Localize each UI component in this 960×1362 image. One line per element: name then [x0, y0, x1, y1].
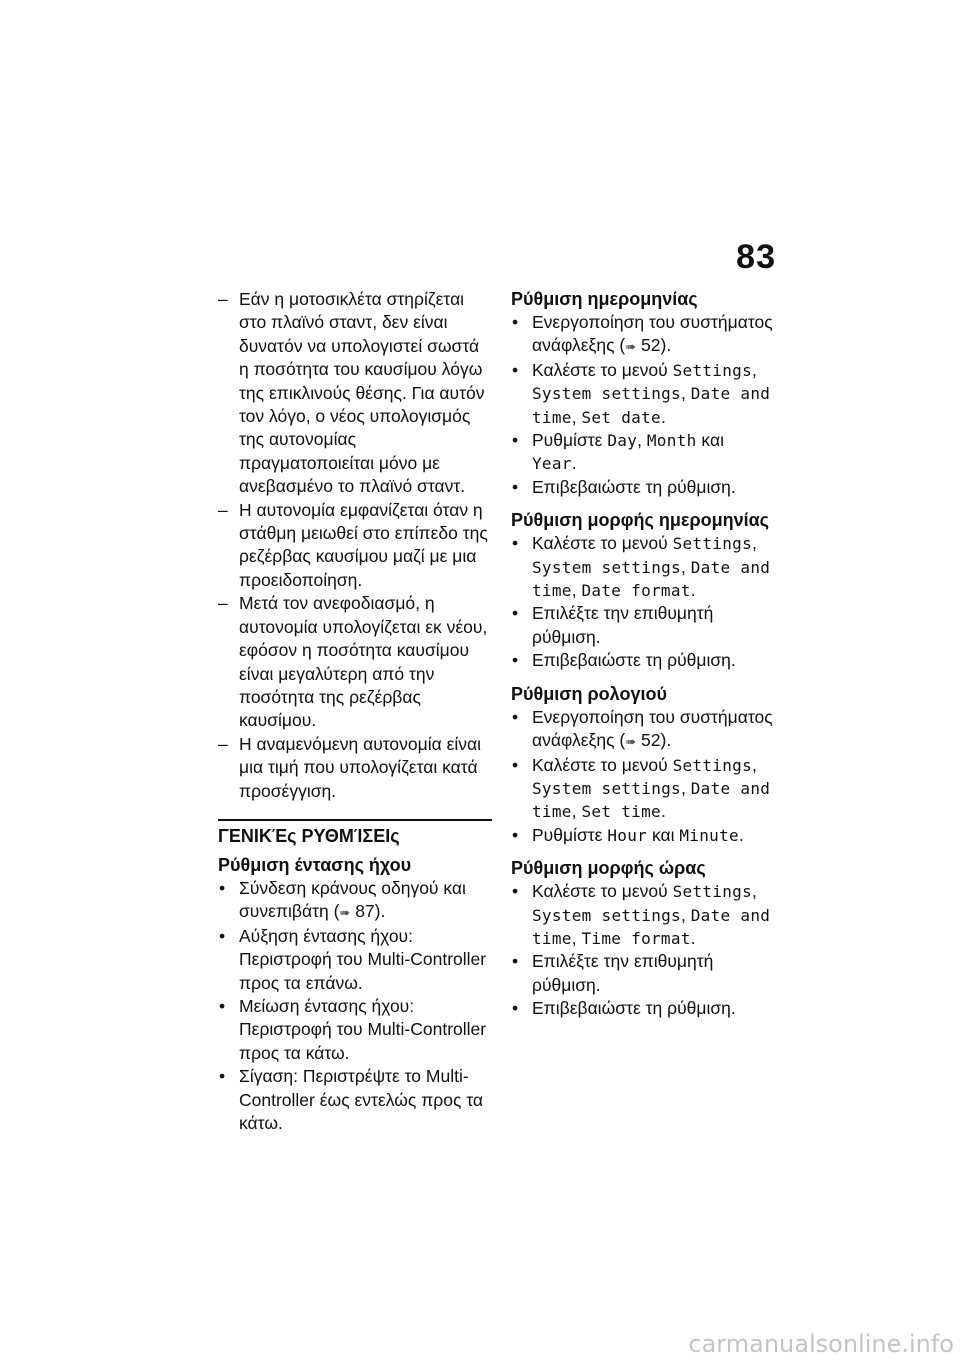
list-item: • Επιλέξτε την επιθυμητή ρύθμιση. — [512, 951, 714, 995]
list-item: • Καλέστε το μενού Settings, System settings, Date and time, Set time. — [512, 754, 771, 822]
menu-path-system: System settings — [532, 905, 681, 925]
list-item: • Ενεργοποίηση του συστήματος ανάφλεξης (➠ 52). — [512, 706, 773, 751]
menu-path-system: System settings — [532, 384, 681, 404]
dash-marker-icon: – — [218, 289, 228, 309]
setting-day: Day — [607, 431, 638, 451]
reference-arrow-icon: ➠ — [625, 339, 637, 355]
list-item: • Σύνδεση κράνους οδηγού και συνεπιβάτη (➠ 87). — [219, 877, 466, 922]
bullet-marker-icon: • — [512, 533, 519, 554]
bullet-marker-icon: • — [219, 1066, 226, 1087]
dash-item: – Η αναμενόμενη αυτονομία είναι μια τιμή που υπολογίζεται κατά προσέγγιση. — [218, 733, 482, 801]
bullet-marker-icon: • — [512, 359, 519, 380]
setting-month: Month — [646, 431, 697, 451]
clock-heading: Ρύθμιση ρολογιού — [511, 683, 667, 704]
list-item: • Καλέστε το μενού Settings, System settings, Date and time, Set date. — [512, 359, 771, 427]
list-item: • Σίγαση: Περιστρέψτε το Multi-Controller έως εντελώς προς τα κάτω. — [219, 1066, 484, 1133]
bullet-marker-icon: • — [219, 877, 226, 898]
menu-path-settings: Settings — [672, 360, 753, 380]
dash-item: – Η αυτονομία εμφανίζεται όταν η στάθμη μειωθεί στο επίπεδο της ρεζέρβας καυσίμου μαζί με μια προειδοποίηση. — [218, 499, 488, 590]
setting-year: Year — [532, 454, 572, 474]
list-item: • Επιβεβαιώστε τη ρύθμιση. — [511, 476, 773, 499]
dash-item: – Μετά τον ανεφοδιασμό, η αυτονομία υπολογίζεται εκ νέου, εφόσον η ποσότητα καυσίμου είναι μεγαλύτερη από την ποσότητα της ρεζέρβας καυσίμου. — [218, 593, 488, 731]
menu-path-set-time: Set time — [581, 802, 661, 822]
bullet-marker-icon: • — [512, 650, 519, 671]
dash-item: – Εάν η μοτοσικλέτα στηρίζεται στο πλαϊνό σταντ, δεν είναι δυνατόν να υπολογιστεί σωστά η ποσότητα του καυσίμου λόγω της επικλινούς θέσης. Για αυτόν τον λόγο, ο νέος υπολογισμός της αυτονομίας πραγματοποιείται μόνο με ανεβασμένο το πλαϊνό σταντ. — [218, 289, 485, 497]
menu-path-set-date: Set date — [581, 407, 661, 427]
dash-marker-icon: – — [218, 499, 228, 520]
section-divider — [218, 819, 492, 848]
menu-path-date-time: Date and time — [532, 905, 771, 948]
bullet-marker-icon: • — [512, 881, 519, 902]
list-item: • Ενεργοποίηση του συστήματος ανάφλεξης (➠ 52). — [512, 312, 773, 356]
date-heading: Ρύθμιση ημερομηνίας — [511, 289, 698, 309]
time-format-heading: Ρύθμιση μορφής ώρας — [511, 858, 706, 879]
list-item: • Μείωση έντασης ήχου: Περιστροφή του Multi-Controller προς τα κάτω. — [219, 995, 487, 1063]
setting-minute: Minute — [679, 825, 739, 845]
bullet-marker-icon: • — [512, 998, 519, 1019]
bullet-marker-icon: • — [512, 706, 519, 727]
list-item: • Επιβεβαιώστε τη ρύθμιση. — [511, 649, 773, 672]
bullet-marker-icon: • — [512, 824, 519, 845]
dash-marker-icon: – — [218, 733, 228, 754]
menu-path-settings: Settings — [672, 755, 753, 775]
bullet-marker-icon: • — [512, 951, 519, 972]
menu-path-time-format: Time format — [581, 928, 691, 948]
menu-path-settings: Settings — [672, 882, 753, 902]
list-item: • Καλέστε το μενού Settings, System settings, Date and time, Time format. — [512, 881, 771, 948]
bullet-marker-icon: • — [512, 603, 519, 624]
bullet-marker-icon: • — [219, 995, 226, 1016]
bullet-marker-icon: • — [512, 476, 519, 497]
menu-path-system: System settings — [532, 778, 681, 798]
menu-path-date-time: Date and time — [532, 778, 771, 822]
list-item: • Αύξηση έντασης ήχου: Περιστροφή του Multi-Controller προς τα επάνω. — [219, 925, 487, 993]
volume-heading: Ρύθμιση έντασης ήχου — [218, 854, 412, 875]
list-item: • Επιλέξτε την επιθυμητή ρύθμιση. — [512, 603, 714, 647]
dash-marker-icon: – — [218, 593, 228, 614]
menu-path-date-time: Date and time — [532, 557, 771, 601]
list-item: • Επιβεβαιώστε τη ρύθμιση. — [511, 997, 773, 1020]
date-format-heading: Ρύθμιση μορφής ημερομηνίας — [511, 510, 770, 531]
list-item: • Ρυθμίστε Day, Month και Year. — [512, 430, 724, 474]
right-column — [511, 288, 773, 1021]
left-column — [218, 288, 492, 1135]
page-number: 83 — [736, 238, 776, 276]
reference-arrow-icon: ➠ — [339, 905, 351, 921]
menu-path-system: System settings — [532, 557, 681, 577]
section-title: ΓΕΝΙΚΈς ΡΥΘΜΊΣΕΙς — [218, 825, 400, 846]
menu-path-date-format: Date format — [581, 581, 691, 601]
bullet-marker-icon: • — [512, 754, 519, 775]
bullet-marker-icon: • — [512, 430, 519, 451]
list-item: • Καλέστε το μενού Settings, System settings, Date and time, Date format. — [512, 533, 771, 601]
watermark: carmanualsonline.info — [688, 1330, 954, 1358]
reference-arrow-icon: ➠ — [625, 734, 637, 750]
list-item: • Ρυθμίστε Hour και Minute. — [511, 824, 773, 847]
bullet-marker-icon: • — [512, 312, 519, 332]
menu-path-date-time: Date and time — [532, 384, 771, 427]
setting-hour: Hour — [607, 825, 648, 845]
bullet-marker-icon: • — [219, 925, 226, 946]
menu-path-settings: Settings — [672, 534, 753, 554]
